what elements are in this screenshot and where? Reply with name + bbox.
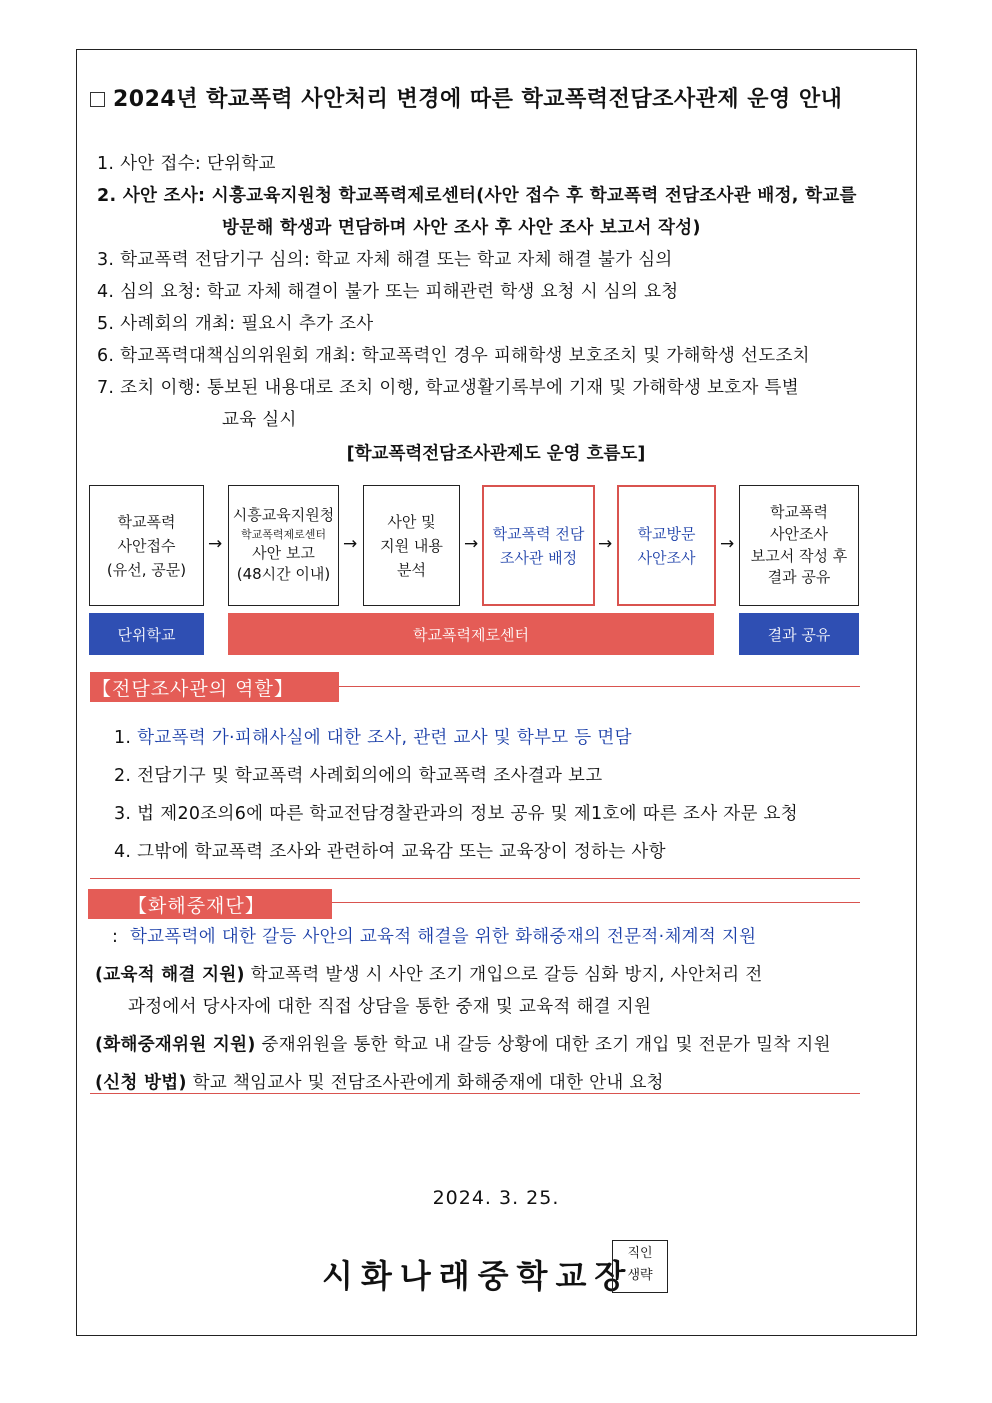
role-item: 1. 학교폭력 가·피해사실에 대한 조사, 관련 교사 및 학부모 등 면담 bbox=[114, 728, 632, 748]
list-item: 7. 조치 이행: 통보된 내용대로 조치 이행, 학교생활기록부에 기재 및 가해학생 보호자 특별 bbox=[97, 378, 799, 398]
role-item: 3. 법 제20조의6에 따른 학교전담경찰관과의 정보 공유 및 제1호에 따른 조사 자문 요청 bbox=[114, 804, 798, 824]
official-seal-omitted: 직인 생략 bbox=[612, 1240, 668, 1293]
arrow-right-icon: → bbox=[464, 534, 479, 554]
flow-box-assign-investigator: 학교폭력 전담 조사관 배정 bbox=[482, 485, 595, 606]
flow-box-school-visit: 학교방문 사안조사 bbox=[617, 485, 716, 606]
role-item: 2. 전담기구 및 학교폭력 사례회의에의 학교폭력 조사결과 보고 bbox=[114, 766, 603, 786]
list-item-continued: 방문해 학생과 면담하며 사안 조사 후 사안 조사 보고서 작성) bbox=[222, 218, 701, 238]
mediation-entry-continued: 과정에서 당사자에 대한 직접 상담을 통한 중재 및 교육적 해결 지원 bbox=[128, 997, 652, 1017]
flow-title: [학교폭력전담조사관제도 운영 흐름도] bbox=[346, 444, 646, 464]
bar-center: 학교폭력제로센터 bbox=[228, 613, 714, 655]
mediation-entry: (신청 방법) 학교 책임교사 및 전담조사관에게 화해중재에 대한 안내 요청 bbox=[95, 1073, 664, 1093]
flow-box-result-share: 학교폭력 사안조사 보고서 작성 후 결과 공유 bbox=[739, 485, 859, 606]
list-item-continued: 교육 실시 bbox=[222, 410, 297, 430]
divider bbox=[90, 878, 860, 879]
principal-signature: 시화나래중학교장 bbox=[322, 1257, 634, 1295]
flow-box-receipt: 학교폭력 사안접수 (유선, 공문) bbox=[89, 485, 204, 606]
mediation-entry: (교육적 해결 지원) 학교폭력 발생 시 사안 조기 개입으로 갈등 심화 방지, 사안처리 전 bbox=[95, 965, 763, 985]
mediation-entry: (화해중재위원 지원) 중재위원을 통한 학교 내 갈등 상황에 대한 조기 개입 및 전문가 밀착 지원 bbox=[95, 1035, 831, 1055]
flow-box-report: 시흥교육지원청 학교폭력제로센터 사안 보고 (48시간 이내) bbox=[228, 485, 339, 606]
arrow-right-icon: → bbox=[343, 534, 358, 554]
list-item: 6. 학교폭력대책심의위원회 개최: 학교폭력인 경우 피해학생 보호조치 및 가해학생 선도조치 bbox=[97, 346, 810, 366]
roles-heading: 【전담조사관의 역할】 bbox=[90, 672, 339, 702]
divider bbox=[332, 902, 860, 903]
list-item: 4. 심의 요청: 학교 자체 해결이 불가 또는 피해관련 학생 요청 시 심의 요청 bbox=[97, 282, 679, 302]
arrow-right-icon: → bbox=[208, 534, 223, 554]
divider bbox=[339, 686, 860, 687]
document-title: 2024년 학교폭력 사안처리 변경에 따른 학교폭력전담조사관제 운영 안내 bbox=[90, 82, 842, 113]
bar-result: 결과 공유 bbox=[739, 613, 859, 655]
role-item: 4. 그밖에 학교폭력 조사와 관련하여 교육감 또는 교육장이 정하는 사항 bbox=[114, 842, 666, 862]
flow-box-analysis: 사안 및 지원 내용 분석 bbox=[363, 485, 460, 606]
mediation-heading: 【화해중재단】 bbox=[88, 889, 332, 919]
arrow-right-icon: → bbox=[720, 534, 735, 554]
divider bbox=[90, 1093, 860, 1094]
list-item: 1. 사안 접수: 단위학교 bbox=[97, 154, 276, 174]
list-item: 5. 사례회의 개최: 필요시 추가 조사 bbox=[97, 314, 374, 334]
mediation-intro: : 학교폭력에 대한 갈등 사안의 교육적 해결을 위한 화해중재의 전문적·체계적 지원 bbox=[112, 927, 757, 947]
list-item: 2. 사안 조사: 시흥교육지원청 학교폭력제로센터(사안 접수 후 학교폭력 전담조사관 배정, 학교를 bbox=[97, 186, 857, 206]
document-date: 2024. 3. 25. bbox=[432, 1187, 560, 1209]
checkbox-icon bbox=[90, 92, 105, 107]
arrow-right-icon: → bbox=[598, 534, 613, 554]
bar-school: 단위학교 bbox=[89, 613, 204, 655]
list-item: 3. 학교폭력 전담기구 심의: 학교 자체 해결 또는 학교 자체 해결 불가 심의 bbox=[97, 250, 673, 270]
